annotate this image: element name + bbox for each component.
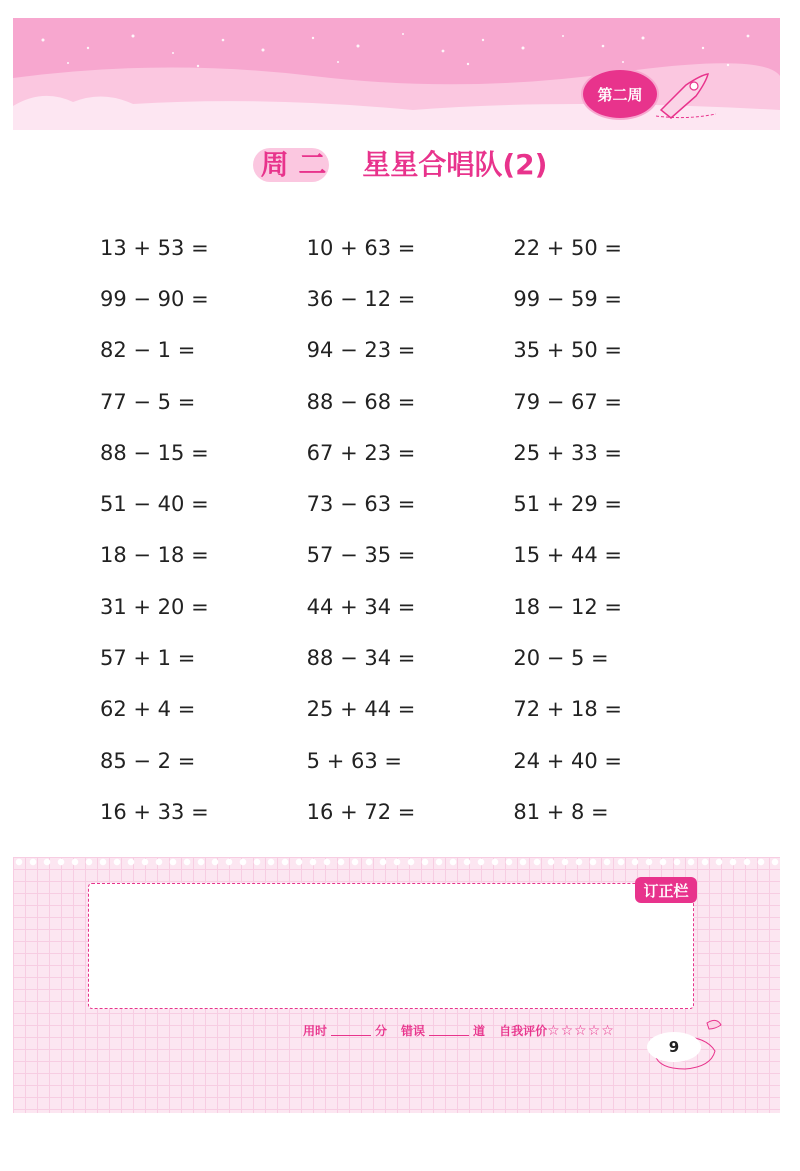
problem: 22 + 50 = [513,235,623,260]
problem: 51 + 29 = [513,492,623,517]
title-text: 星星合唱队(2) [362,148,548,181]
problem: 73 − 63 = [306,492,416,517]
problem: 44 + 34 = [306,594,416,619]
problem-row [100,632,720,683]
problem: 5 + 63 = [306,748,402,773]
problem: 77 − 5 = [100,389,196,414]
problem-row [100,581,720,632]
problem: 25 + 44 = [306,697,416,722]
problem-row [100,684,720,735]
time-label: 用时 [303,1024,328,1038]
problem-row [100,786,720,837]
problem: 62 + 4 = [100,697,196,722]
page-title [0,145,800,185]
problem: 88 − 68 = [306,389,416,414]
problem: 81 + 8 = [513,799,609,824]
correction-panel [13,857,780,1113]
problem: 25 + 33 = [513,440,623,465]
perforation-edge [13,857,780,867]
correction-tag: 订正栏 [635,877,697,903]
problem: 88 − 15 = [100,440,209,465]
problem: 16 + 33 = [100,799,209,824]
errors-unit: 道 [473,1024,486,1038]
problem: 57 − 35 = [306,543,416,568]
problem: 67 + 23 = [306,440,416,465]
self-eval-label: 自我评价 [499,1024,548,1038]
problem: 57 + 1 = [100,646,196,671]
problem: 31 + 20 = [100,594,209,619]
problem: 88 − 34 = [306,646,416,671]
minutes-unit: 分 [375,1024,388,1038]
week-badge: 第二周 [583,70,657,118]
problem-row [100,273,720,324]
problem-row [100,735,720,786]
problem: 15 + 44 = [513,543,623,568]
rating-stars[interactable]: ☆☆☆☆☆ [547,1023,615,1039]
problem: 85 − 2 = [100,748,196,773]
problem: 20 − 5 = [513,646,609,671]
time-blank[interactable] [331,1035,371,1036]
problem-row [100,530,720,581]
problems-grid [100,222,720,838]
problem: 24 + 40 = [513,748,623,773]
problem: 94 − 23 = [306,338,416,363]
errors-blank[interactable] [429,1035,469,1036]
problem: 18 − 12 = [513,594,623,619]
correction-box[interactable] [88,883,694,1009]
problem: 99 − 59 = [513,286,623,311]
rocket-icon [656,70,716,120]
problem: 72 + 18 = [513,697,623,722]
problem-row [100,222,720,273]
problem-row [100,478,720,529]
problem-row [100,376,720,427]
day-badge: 周 二 [253,146,335,184]
problem-row [100,427,720,478]
errors-label: 错误 [401,1024,426,1038]
problem: 13 + 53 = [100,235,209,260]
self-check-footer [303,1017,615,1039]
problem: 10 + 63 = [306,235,416,260]
problem: 79 − 67 = [513,389,623,414]
problem-row [100,325,720,376]
page-number: 9 [647,1032,701,1062]
problem: 36 − 12 = [306,286,416,311]
problem: 82 − 1 = [100,338,196,363]
problem: 99 − 90 = [100,286,209,311]
problem: 16 + 72 = [306,799,416,824]
problem: 35 + 50 = [513,338,623,363]
problem: 18 − 18 = [100,543,209,568]
problem: 51 − 40 = [100,492,209,517]
